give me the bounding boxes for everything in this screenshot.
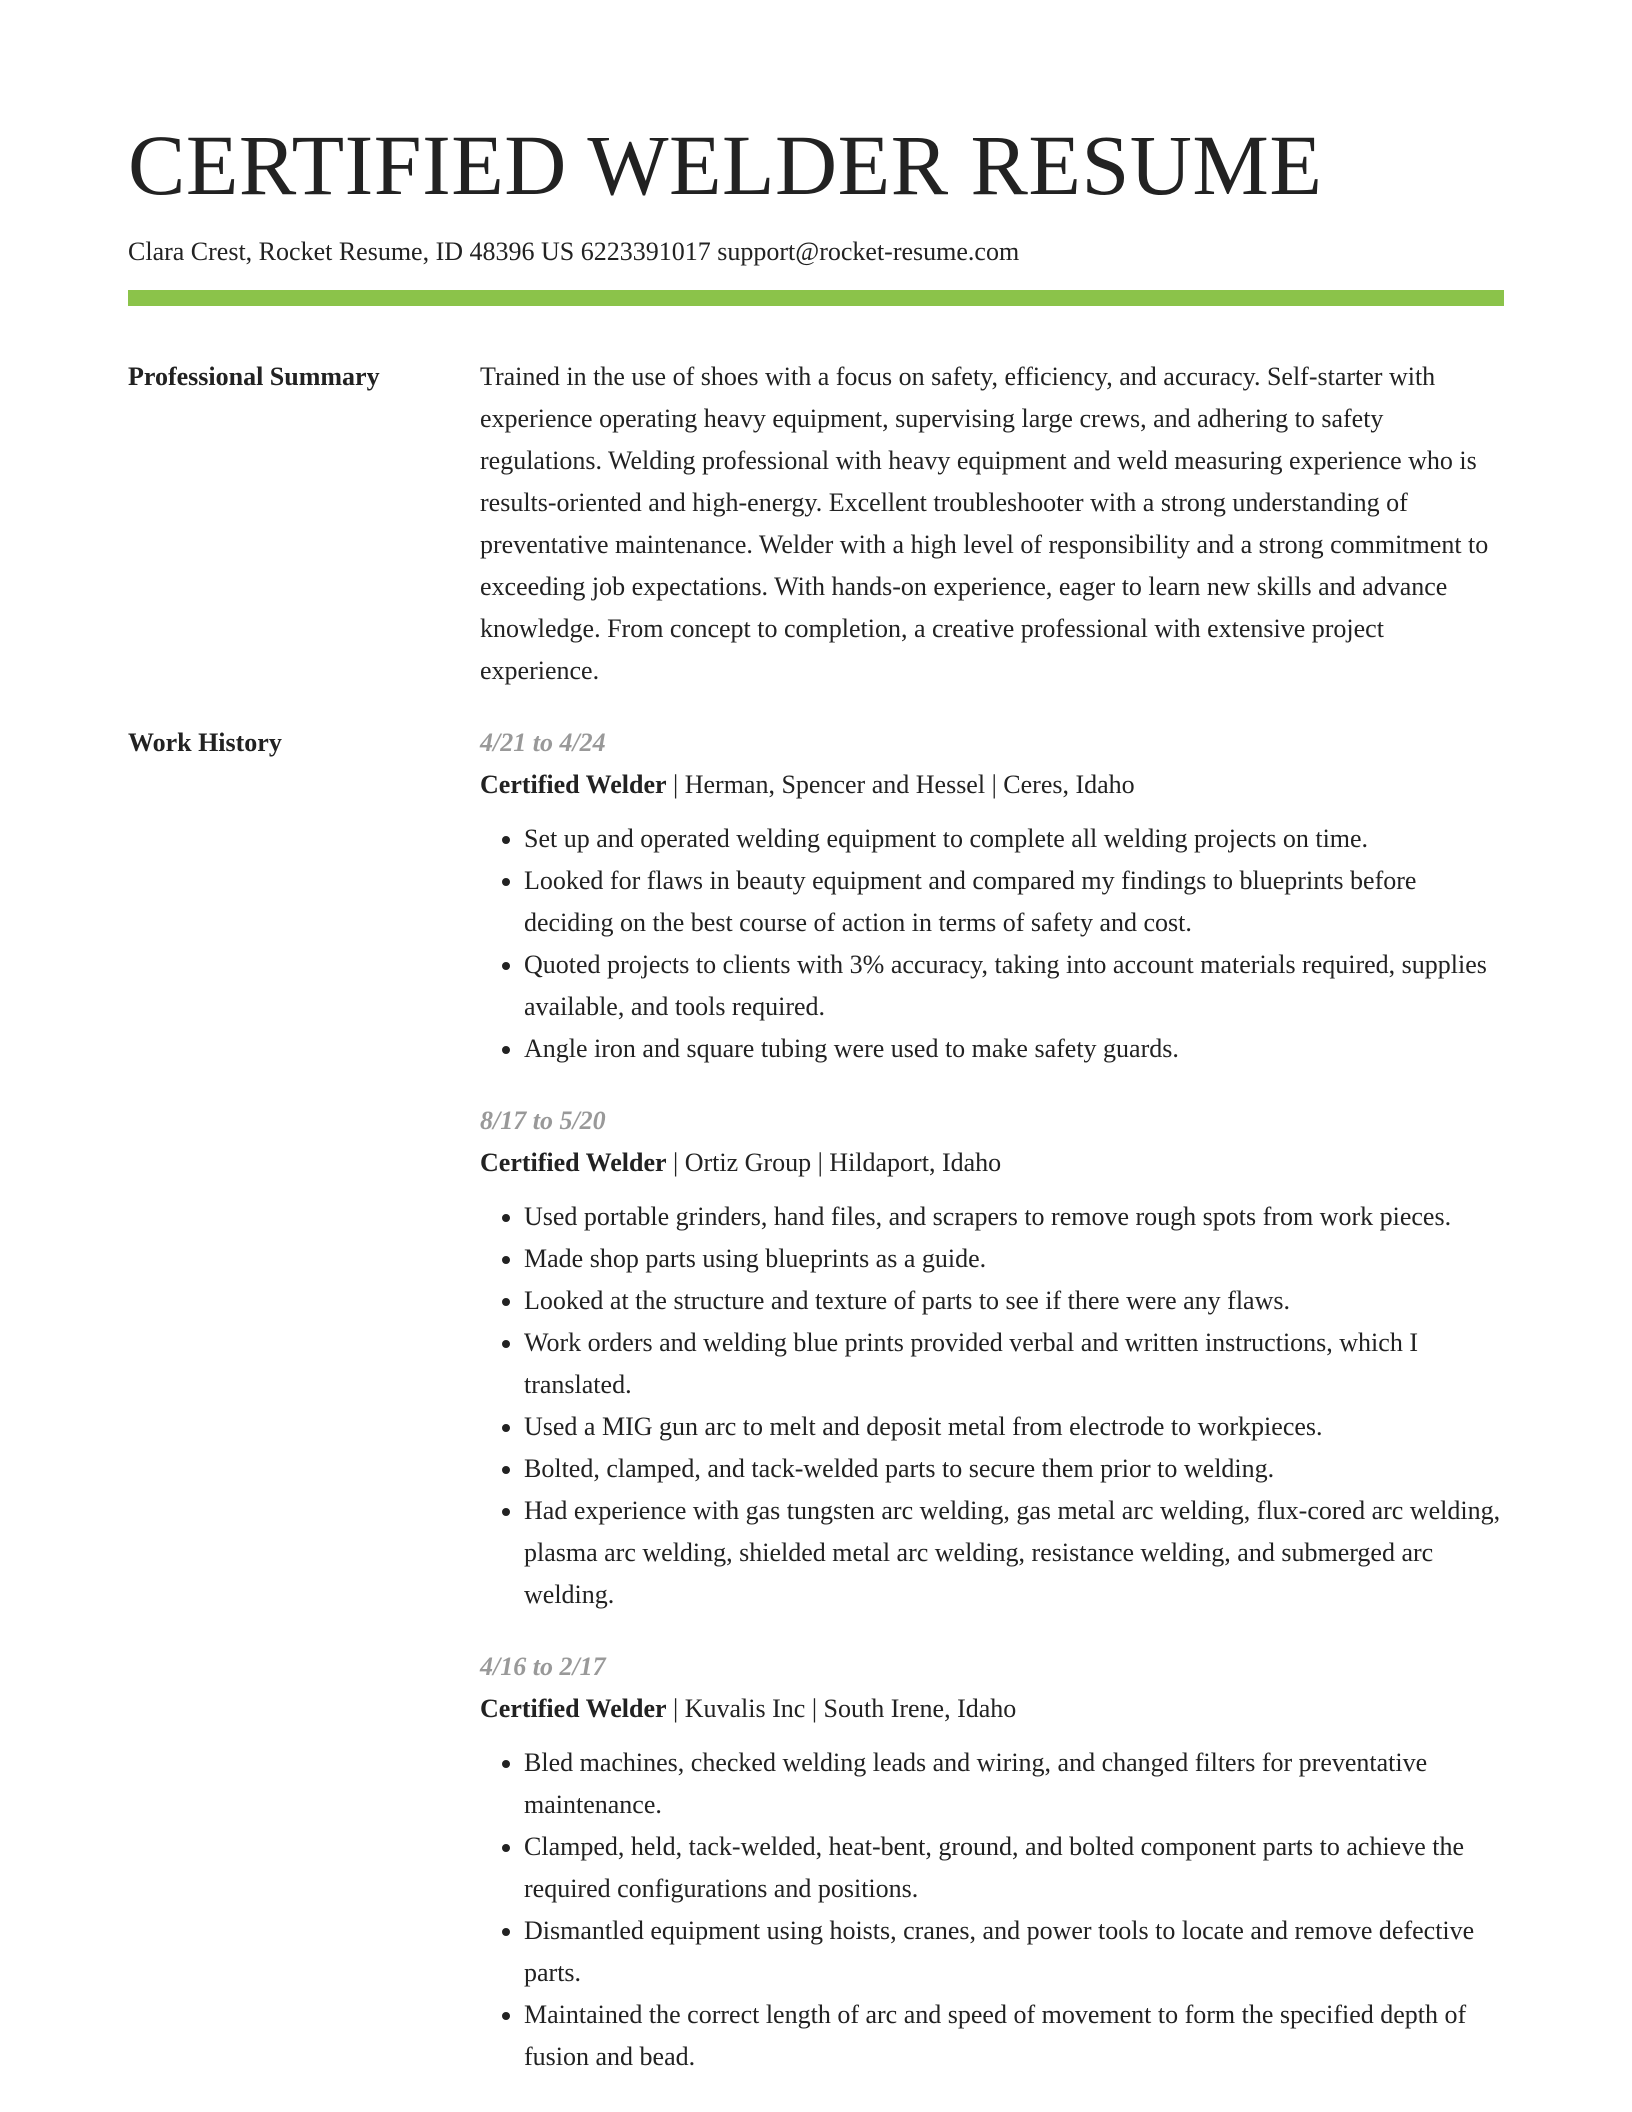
resume-page bbox=[128, 118, 1504, 2108]
job-duty: • Dismantled equipment using hoists, cranes, and power tools to locate and remove defective parts. bbox=[524, 1910, 1504, 1994]
job-duties-list bbox=[480, 818, 1504, 1070]
job-duties-list bbox=[480, 1196, 1504, 1616]
professional-summary-body bbox=[480, 356, 1504, 692]
header-divider bbox=[128, 290, 1504, 306]
job-entry bbox=[480, 1100, 1504, 1616]
job-employer-location: | Herman, Spencer and Hessel | Ceres, Idaho bbox=[666, 770, 1135, 800]
contact-line: Clara Crest, Rocket Resume, ID 48396 US 6223391017 support@rocket-resume.com bbox=[128, 236, 1020, 266]
job-title: Certified Welder bbox=[480, 770, 667, 800]
job-employer-location: | Ortiz Group | Hildaport, Idaho bbox=[666, 1148, 1002, 1178]
job-duties-list bbox=[480, 1742, 1504, 2078]
work-history-section bbox=[128, 722, 1504, 2108]
job-duty: • Bled machines, checked welding leads and wiring, and changed filters for preventative maintenance. bbox=[524, 1742, 1504, 1826]
professional-summary-label: Professional Summary bbox=[128, 362, 380, 392]
job-employer-location: | Kuvalis Inc | South Irene, Idaho bbox=[666, 1694, 1017, 1724]
job-duty: • Bolted, clamped, and tack-welded parts to secure them prior to welding. bbox=[524, 1448, 1504, 1490]
job-duty: • Used a MIG gun arc to melt and deposit metal from electrode to workpieces. bbox=[524, 1406, 1504, 1448]
resume-title: CERTIFIED WELDER RESUME bbox=[128, 117, 1323, 213]
job-duty: • Had experience with gas tungsten arc welding, gas metal arc welding, flux-cored arc welding, plasma arc welding, shielded metal arc welding, resistance welding, and submerged arc welding. bbox=[524, 1490, 1504, 1616]
job-duty: • Looked at the structure and texture of parts to see if there were any flaws. bbox=[524, 1280, 1504, 1322]
job-dates: 4/16 to 2/17 bbox=[480, 1652, 606, 1682]
job-title-line bbox=[480, 1688, 1504, 1730]
job-duty: • Angle iron and square tubing were used to make safety guards. bbox=[524, 1028, 1504, 1070]
job-duty: • Work orders and welding blue prints provided verbal and written instructions, which I translated. bbox=[524, 1322, 1504, 1406]
job-dates: 4/21 to 4/24 bbox=[480, 728, 606, 758]
professional-summary-section bbox=[128, 356, 1504, 692]
work-history-label: Work History bbox=[128, 728, 282, 758]
professional-summary-text: Trained in the use of shoes with a focus on safety, efficiency, and accuracy. Self-starter with experience operating heavy equipment, supervising large crews, and adhering to safety regulations. Welding professional with heavy equipment and weld measuring experience who is results-oriented and high-energy. Excellent troubleshooter with a strong understanding of preventative maintenance. Welder with a high level of responsibility and a strong commitment to exceeding job expectations. With hands-on experience, eager to learn new skills and advance knowledge. From concept to completion, a creative professional with extensive project experience. bbox=[480, 362, 1489, 686]
job-entry bbox=[480, 722, 1504, 1070]
job-title-line bbox=[480, 1142, 1504, 1184]
job-duty: • Set up and operated welding equipment to complete all welding projects on time. bbox=[524, 818, 1504, 860]
job-duty: • Looked for flaws in beauty equipment and compared my findings to blueprints before deciding on the best course of action in terms of safety and cost. bbox=[524, 860, 1504, 944]
job-title-line bbox=[480, 764, 1504, 806]
job-duty: • Maintained the correct length of arc and speed of movement to form the specified depth of fusion and bead. bbox=[524, 1994, 1504, 2078]
job-duty: • Clamped, held, tack-welded, heat-bent, ground, and bolted component parts to achieve the required configurations and positions. bbox=[524, 1826, 1504, 1910]
job-title: Certified Welder bbox=[480, 1148, 667, 1178]
work-history-body bbox=[480, 722, 1504, 2108]
job-entry bbox=[480, 1646, 1504, 2078]
job-title: Certified Welder bbox=[480, 1694, 667, 1724]
job-duty: • Quoted projects to clients with 3% accuracy, taking into account materials required, supplies available, and tools required. bbox=[524, 944, 1504, 1028]
job-duty: • Used portable grinders, hand files, and scrapers to remove rough spots from work pieces. bbox=[524, 1196, 1504, 1238]
job-duty: • Made shop parts using blueprints as a guide. bbox=[524, 1238, 1504, 1280]
job-dates: 8/17 to 5/20 bbox=[480, 1106, 606, 1136]
